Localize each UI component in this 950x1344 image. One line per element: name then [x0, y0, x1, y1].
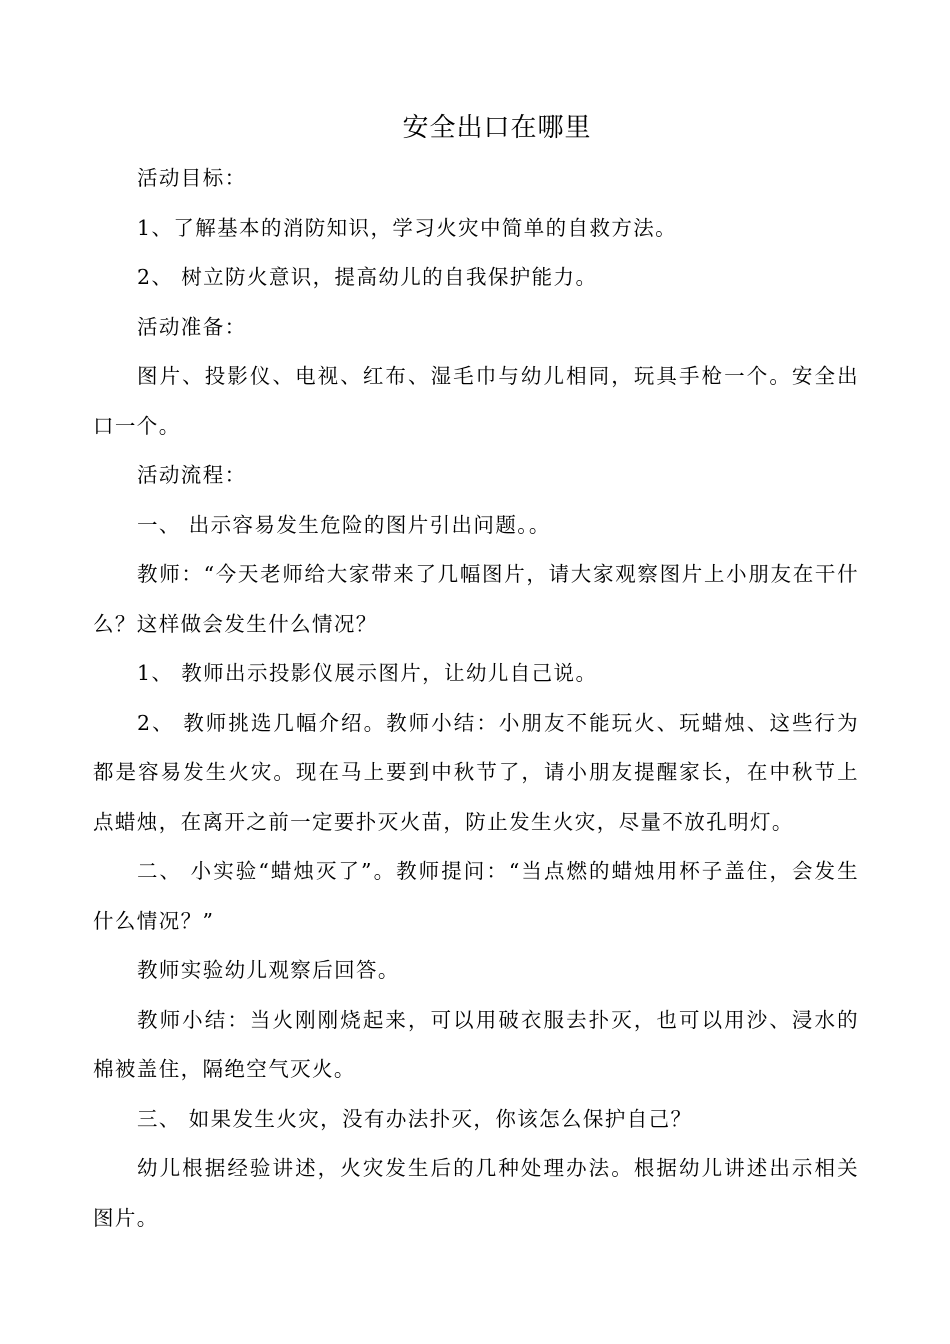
paragraph-teacher-summary: 教师小结：当火刚刚烧起来，可以用破衣服去扑灭，也可以用沙、浸水的棉被盖住，隔绝空气灭火。 — [93, 1007, 859, 1081]
paragraph-objective-2: 2、 树立防火意识，提高幼儿的自我保护能力。 — [137, 265, 598, 289]
paragraph-objectives-heading: 活动目标： — [137, 166, 247, 190]
document-body — [93, 154, 859, 1243]
paragraph-preparation-heading: 活动准备： — [137, 314, 247, 339]
paragraph-substep-2: 2、 教师挑选几幅介绍。教师小结：小朋友不能玩火、玩蜡烛、这些行为都是容易发生火灾。现在马上要到中秋节了，请小朋友提醒家长，在中秋节上点蜡烛，在离开之前一定要扑灭火苗，防止发生火灾，尽量不放孔明灯。 — [93, 710, 859, 834]
paragraph-substep-1: 1、 教师出示投影仪展示图片，让幼儿自己说。 — [137, 661, 598, 685]
paragraph-experiment-answer: 教师实验幼儿观察后回答。 — [137, 958, 400, 982]
paragraph-children-narrate: 幼儿根据经验讲述，火灾发生后的几种处理办法。根据幼儿讲述出示相关图片。 — [93, 1156, 859, 1230]
paragraph-preparation-items: 图片、投影仪、电视、红布、湿毛巾与幼儿相同，玩具手枪一个。安全出口一个。 — [93, 364, 859, 438]
paragraph-teacher-quote: 教师：“今天老师给大家带来了几幅图片，请大家观察图片上小朋友在干什么？这样做会发生什么情况？ — [93, 562, 859, 636]
document-title: 安全出口在哪里 — [402, 113, 592, 143]
paragraph-process-heading: 活动流程： — [137, 463, 247, 487]
paragraph-step-two: 二、 小实验“蜡烛灭了”。教师提问：“当点燃的蜡烛用杯子盖住，会发生什么情况？” — [93, 859, 859, 933]
paragraph-step-one: 一、 出示容易发生危险的图片引出问题。。 — [137, 512, 551, 537]
paragraph-objective-1: 1、了解基本的消防知识，学习火灾中简单的自救方法。 — [137, 215, 678, 240]
paragraph-step-three: 三、 如果发生火灾，没有办法扑灭，你该怎么保护自己？ — [137, 1106, 693, 1131]
